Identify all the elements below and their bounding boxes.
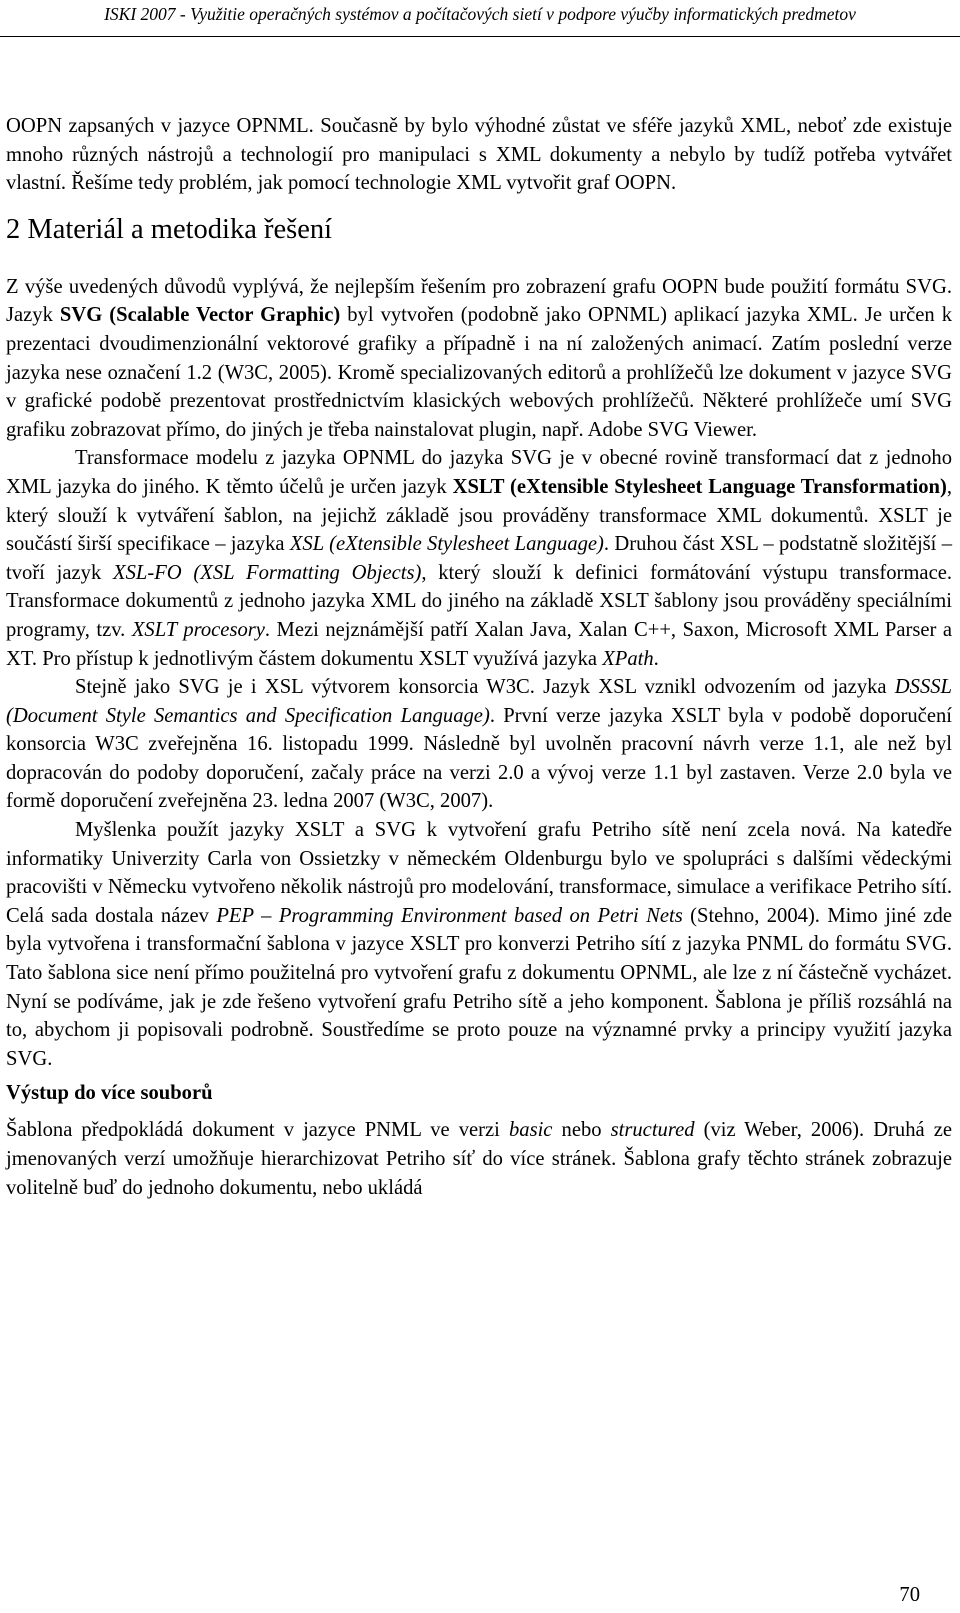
text-run: . Mezi nejznámější patří Xalan Java, Xalan C++, Saxon, Microsoft XML Parser a XT. Pro přístup k jednotlivým částem dokumentu XSLT využívá jazyka xyxy=(6,618,952,670)
section-paragraph-4 xyxy=(6,816,952,1073)
term-xsl: XSL (eXtensible Stylesheet Language) xyxy=(289,533,604,556)
text-run: nebo xyxy=(552,1119,611,1142)
running-header-title: ISKI 2007 - Využitie operačných systémov a počítačových sietí v podpore výučby informatických predmetov xyxy=(104,4,856,24)
term-basic: basic xyxy=(508,1119,553,1142)
text-run: byl vytvořen (podobně jako OPNML) aplikací jazyka XML. Je určen k prezentaci dvoudimenzionální vektorové grafiky a případně i na ní založených animací. Zatím poslední verze jazyka nese označení 1.2 (W3C, 2005). Kromě specializovaných editorů a prohlížečů lze dokument v jazyce SVG v grafické podobě prezentovat prostřednictvím klasických webových prohlížečů. Některé prohlížeče umí SVG grafiku zobrazovat přímo, do jiných je třeba nainstalovat plugin, např. Adobe SVG Viewer. xyxy=(6,304,952,441)
subsection-heading: Výstup do více souborů xyxy=(6,1082,213,1105)
term-pep: PEP – Programming Environment based on Petri Nets xyxy=(216,904,683,927)
text-run: (viz Weber, 2006). Druhá ze jmenovaných verzí umožňuje hierarchizovat Petriho síť do více stránek. Šablona grafy těchto stránek zobrazuje volitelně buď do jednoho dokumentu, nebo ukládá xyxy=(6,1119,953,1199)
text-run: Šablona předpokládá dokument v jazyce PNML ve verzi xyxy=(6,1119,509,1142)
text-run: Transformace modelu z jazyka OPNML do jazyka SVG je v obecné rovině transformací dat z jednoho XML jazyka do jiného. K těmto účelů je určen jazyk xyxy=(6,447,952,498)
term-structured: structured xyxy=(610,1119,695,1142)
term-xsl-fo: XSL-FO (XSL Formatting Objects) xyxy=(113,561,422,584)
section-paragraph-1 xyxy=(6,273,952,445)
section-paragraph-2 xyxy=(6,444,952,673)
subsection-paragraph-1 xyxy=(6,1116,952,1202)
text-run: . Druhou část XSL – podstatně složitější – tvoří jazyk xyxy=(6,533,952,584)
term-xslt: XSLT (eXtensible Stylesheet Language Transformation) xyxy=(452,475,947,498)
text-run: Stejně jako SVG je i XSL výtvorem konsorcia W3C. Jazyk XSL vznikl odvozením od jazyka xyxy=(75,676,895,699)
text-run: Z výše uvedených důvodů vyplývá, že nejlepším řešením pro zobrazení grafu OOPN bude použití formátu SVG. Jazyk xyxy=(6,275,952,327)
text-run: Myšlenka použít jazyky XSLT a SVG k vytvoření grafu Petriho sítě není zcela nová. Na katedře informatiky Univerzity Carla von Ossietzky v německém Oldenburgu bylo ve spolupráci s dalšími vědeckými pracovišti v Německu vytvořeno několik nástrojů pro modelování, transformace, simulace a verifikace Petriho sítí. Celá sada dostala název xyxy=(6,819,952,927)
text-run: . xyxy=(653,647,659,670)
term-xslt-procesory: XSLT procesory xyxy=(131,618,265,641)
term-xpath: XPath xyxy=(602,647,654,670)
text-run: . První verze jazyka XSLT byla v podobě doporučení konsorcia W3C zveřejněna 16. listopadu 1999. Následně byl uvolněn pracovní návrh verze 1.1, ale než byl dopracován do podoby doporučení, začaly práce na verzi 2.0 a vývoj verze 1.1 byl zastaven. Verze 2.0 byla ve formě doporučení zveřejněna 23. ledna 2007 (W3C, 2007). xyxy=(6,704,952,813)
term-svg: SVG (Scalable Vector Graphic) xyxy=(59,304,341,327)
section-heading: 2 Materiál a metodika řešení xyxy=(6,213,333,245)
intro-paragraph: OOPN zapsaných v jazyce OPNML. Současně by bylo výhodné zůstat ve sféře jazyků XML, neboť zde existuje mnoho různých nástrojů a technologií pro manipulaci s XML dokumenty a nebylo by tudíž potřeba vytvářet vlastní. Řešíme tedy problém, jak pomocí technologie XML vytvořit graf OOPN. xyxy=(6,115,952,195)
text-run: , který slouží k vytváření šablon, na jejichž základě jsou prováděny transformace XML dokumentů. XSLT je součástí širší specifikace – jazyka xyxy=(6,475,952,556)
running-header xyxy=(0,0,960,37)
text-run: , který slouží k definici formátování výstupu transformace. Transformace dokumentů z jednoho jazyka XML do jiného na základě XSLT šablony jsou prováděny speciálními programy, tzv. xyxy=(6,561,953,641)
page-number: 70 xyxy=(899,1584,920,1606)
page-body xyxy=(6,112,952,1202)
section-paragraph-3 xyxy=(6,673,952,816)
term-dsssl: DSSSL (Document Style Semantics and Specification Language) xyxy=(6,676,952,727)
text-run: (Stehno, 2004). Mimo jiné zde byla vytvořena i transformační šablona v jazyce XSLT pro konverzi Petriho sítí z jazyka PNML do formátu SVG. Tato šablona sice není přímo použitelná pro vytvoření grafu z dokumentu OPNML, ale lze z ní částečně vycházet. Nyní se podíváme, jak je zde řešeno vytvoření grafu Petriho sítě a jeho komponent. Šablona je příliš rozsáhlá na to, abychom ji popisovali podrobně. Soustředíme se proto pouze na významné prvky a principy využití jazyka SVG. xyxy=(6,904,952,1070)
